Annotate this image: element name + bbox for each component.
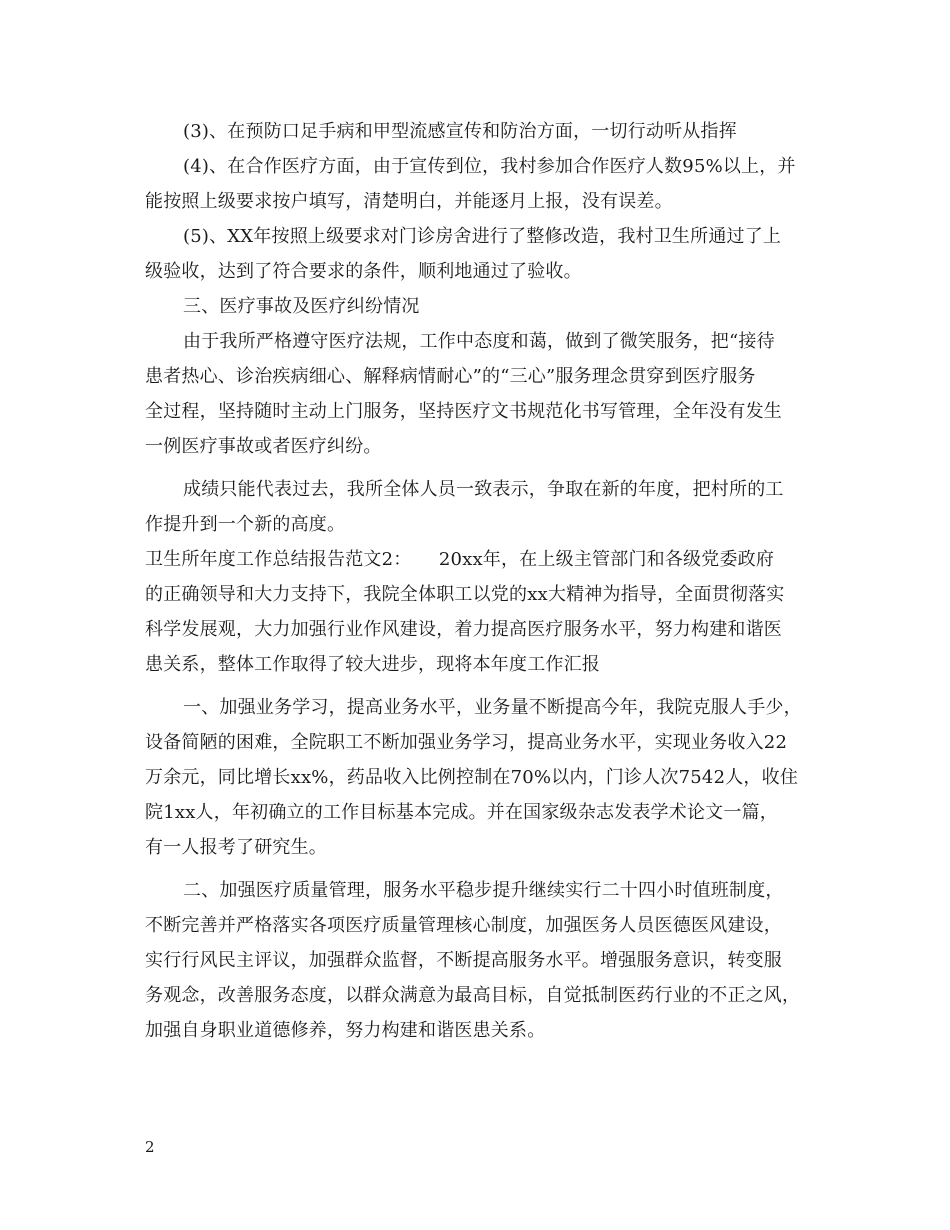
paragraph-line: 院1xx人，年初确立的工作目标基本完成。并在国家级杂志发表学术论文一篇， bbox=[145, 802, 778, 823]
paragraph-line: 设备简陋的困难，全院职工不断加强业务学习，提高业务水平，实现业务收入22 bbox=[145, 732, 788, 753]
paragraph-line: 务观念，改善服务态度，以群众满意为最高目标，自觉抵制医药行业的不正之风， bbox=[145, 985, 801, 1006]
paragraph-line: (4)、在合作医疗方面，由于宣传到位，我村参加合作医疗人数95%以上，并 bbox=[183, 156, 796, 177]
paragraph-line: 科学发展观，大力加强行业作风建设，着力提高医疗服务水平，努力构建和谐医 bbox=[145, 619, 782, 640]
section-heading: 三、医疗事故及医疗纠纷情况 bbox=[183, 296, 420, 317]
paragraph-line: (3)、在预防口足手病和甲型流感宣传和防治方面，一切行动听从指挥 bbox=[183, 121, 737, 142]
paragraph-line: 级验收，达到了符合要求的条件，顺利地通过了验收。 bbox=[145, 261, 582, 282]
page-number: 2 bbox=[145, 1138, 155, 1156]
paragraph-line: 患者热心、诊治疾病细心、解释病情耐心”的“三心”服务理念贯穿到医疗服务 bbox=[145, 366, 756, 387]
paragraph-line: 一例医疗事故或者医疗纠纷。 bbox=[145, 436, 382, 457]
paragraph-line: 全过程，坚持随时主动上门服务，坚持医疗文书规范化书写管理，全年没有发生 bbox=[145, 401, 782, 422]
paragraph-line: 万余元，同比增长xx%，药品收入比例控制在70%以内，门诊人次7542人，收住 bbox=[145, 767, 799, 788]
document-body bbox=[145, 114, 813, 1048]
paragraph-line: 不断完善并严格落实各项医疗质量管理核心制度，加强医务人员医德医风建设， bbox=[145, 915, 782, 936]
paragraph-line: 成绩只能代表过去，我所全体人员一致表示，争取在新的年度，把村所的工 bbox=[183, 479, 784, 500]
paragraph-line: 有一人报考了研究生。 bbox=[145, 837, 327, 858]
paragraph-line: 卫生所年度工作总结报告范文2： 20xx年，在上级主管部门和各级党委政府 bbox=[145, 549, 775, 570]
paragraph-line: 一、加强业务学习，提高业务水平，业务量不断提高今年，我院克服人手少， bbox=[183, 697, 802, 718]
paragraph-line: 加强自身职业道德修养，努力构建和谐医患关系。 bbox=[145, 1020, 546, 1041]
paragraph-line: 二、加强医疗质量管理，服务水平稳步提升继续实行二十四小时值班制度， bbox=[183, 880, 784, 901]
paragraph-line: (5)、XX年按照上级要求对门诊房舍进行了整修改造，我村卫生所通过了上 bbox=[183, 226, 782, 247]
paragraph-line: 作提升到一个新的高度。 bbox=[145, 514, 346, 535]
paragraph-line: 实行行风民主评议，加强群众监督，不断提高服务水平。增强服务意识，转变服 bbox=[145, 950, 782, 971]
paragraph-line: 患关系，整体工作取得了较大进步，现将本年度工作汇报 bbox=[145, 654, 600, 675]
paragraph-line: 由于我所严格遵守医疗法规，工作中态度和蔼，做到了微笑服务，把“接待 bbox=[183, 331, 775, 352]
paragraph-line: 能按照上级要求按户填写，清楚明白，并能逐月上报，没有误差。 bbox=[145, 191, 673, 212]
paragraph-line: 的正确领导和大力支持下，我院全体职工以党的xx大精神为指导，全面贯彻落实 bbox=[145, 584, 785, 605]
